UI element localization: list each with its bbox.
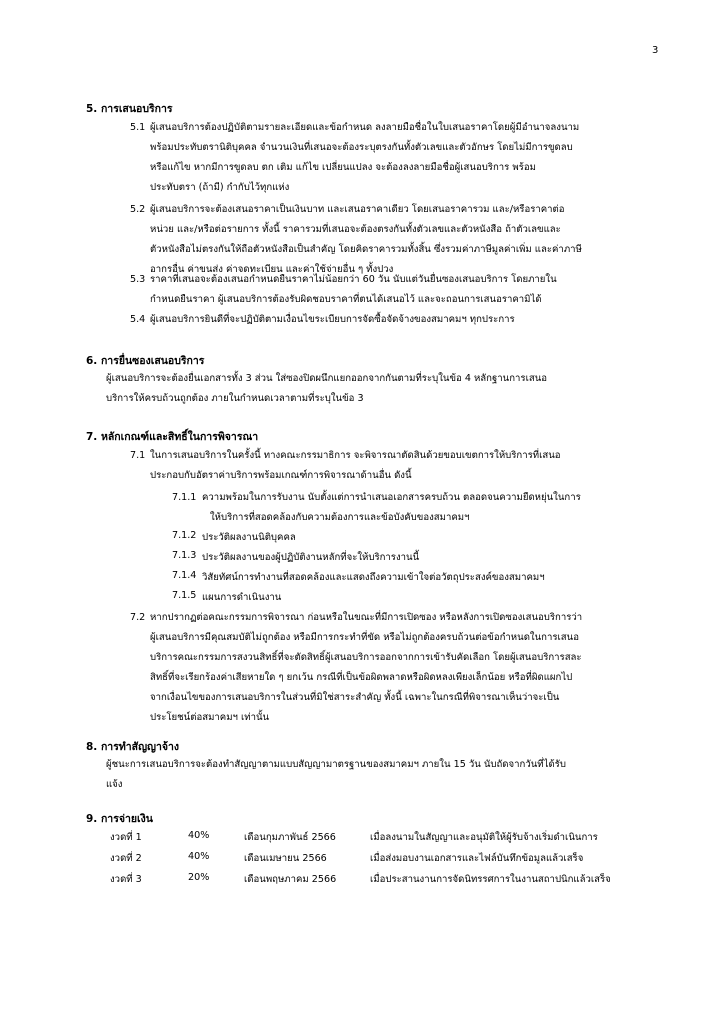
text-line: อากรอื่น ค่าขนส่ง ค่าจดทะเบียน และค่าใช้จ่ายอื่น ๆ ทั้งปวง: [150, 264, 394, 275]
payment-condition: เมื่อประสานงานการจัดนิทรรศการในงานสถาปนิกแล้วเสร็จ: [370, 874, 611, 885]
text-line: ผู้ชนะการเสนอบริการจะต้องทำสัญญาตามแบบสัญญามาตรฐานของสมาคมฯ ภายใน 15 วัน นับถัดจากวันที่ได้รับ: [106, 759, 566, 770]
item-7-1-4-text: วิสัยทัศน์การทำงานที่สอดคล้องและแสดงถึงความเข้าใจต่อวัตถุประสงค์ของสมาคมฯ: [202, 572, 545, 583]
item-7-1-1-number: 7.1.1: [172, 492, 197, 503]
text-line: หากปรากฏต่อคณะกรรมการพิจารณา ก่อนหรือในขณะที่มีการเปิดซอง หรือหลังการเปิดซองเสนอบริการว่า: [150, 612, 583, 623]
text-line: ประกอบกับอัตราค่าบริการพร้อมเกณฑ์การพิจารณาด้านอื่น ดังนี้: [150, 470, 412, 481]
payment-row: [110, 872, 670, 890]
text-line: ผู้เสนอบริการจะต้องเสนอราคาเป็นเงินบาท และเสนอราคาเดียว โดยเสนอราคารวม และ/หรือราคาต่อ: [150, 204, 565, 215]
item-7-1-2-text: ประวัติผลงานนิติบุคคล: [202, 532, 296, 543]
payment-period: งวดที่ 3: [110, 874, 142, 885]
payment-month: เดือนเมษายน 2566: [244, 853, 327, 864]
item-5-3-number: 5.3: [130, 274, 146, 285]
item-7-2-number: 7.2: [130, 612, 146, 623]
payment-condition: เมื่อลงนามในสัญญาและอนุมัติให้ผู้รับจ้างเริ่มดำเนินการ: [370, 832, 598, 843]
item-7-1-3-text: ประวัติผลงานของผู้ปฏิบัติงานหลักที่จะให้บริการงานนี้: [202, 552, 420, 563]
payment-period: งวดที่ 2: [110, 853, 142, 864]
item-5-2-text: [150, 200, 710, 280]
payment-percent: 20%: [188, 872, 210, 883]
text-line: กำหนดยืนราคา ผู้เสนอบริการต้องรับผิดชอบราคาที่ตนได้เสนอไว้ และจะถอนการเสนอราคามิได้: [150, 294, 542, 305]
section-8-text: [106, 755, 696, 795]
text-line: หรือแก้ไข หากมีการขูดลบ ตก เติม แก้ไข เปลี่ยนแปลง จะต้องลงลายมือชื่อผู้เสนอบริการ พร้อม: [150, 162, 536, 173]
item-5-3-text: [150, 270, 710, 310]
item-7-1-5-text: แผนการดำเนินงาน: [202, 592, 282, 603]
section-9-heading: 9. การจ่ายเงิน: [86, 813, 153, 825]
text-line: ให้บริการที่สอดคล้องกับความต้องการและข้อบังคับของสมาคมฯ: [210, 512, 470, 523]
item-7-1-3-number: 7.1.3: [172, 550, 197, 561]
section-5-heading: 5. การเสนอบริการ: [86, 103, 173, 115]
item-5-2-number: 5.2: [130, 204, 146, 215]
section-8-heading: 8. การทำสัญญาจ้าง: [86, 741, 180, 753]
item-7-1-1-text: [202, 488, 672, 528]
payment-month: เดือนกุมภาพันธ์ 2566: [244, 832, 336, 843]
text-line: ผู้เสนอบริการยินดีที่จะปฏิบัติตามเงื่อนไขระเบียบการจัดซื้อจัดจ้างของสมาคมฯ ทุกประการ: [150, 314, 515, 325]
item-7-1-2-number: 7.1.2: [172, 530, 197, 541]
item-5-1-number: 5.1: [130, 122, 146, 133]
text-line: แจ้ง: [106, 779, 123, 790]
payment-row: [110, 830, 670, 848]
text-line: หน่วย และ/หรือต่อรายการ ทั้งนี้ ราคารวมที่เสนอจะต้องตรงกันทั้งตัวเลขและตัวหนังสือ ถ้าตัวเลขและ: [150, 224, 561, 235]
text-line: ประโยชน์ต่อสมาคมฯ เท่านั้น: [150, 712, 270, 723]
text-line: จากเงื่อนไขของการเสนอบริการในส่วนที่มิใช่สาระสำคัญ ทั้งนี้ เฉพาะในกรณีที่พิจารณาเห็นว่าจะเป็น: [150, 692, 560, 703]
payment-percent: 40%: [188, 830, 210, 841]
text-line: บริการให้ครบถ้วนถูกต้อง ภายในกำหนดเวลาตามที่ระบุในข้อ 3: [106, 393, 364, 404]
text-line: ราคาที่เสนอจะต้องเสนอกำหนดยืนราคาไม่น้อยกว่า 60 วัน นับแต่วันยื่นซองเสนอบริการ โดยภายใน: [150, 274, 557, 285]
item-7-1-text: [150, 446, 710, 486]
item-5-4-text: [150, 310, 710, 330]
payment-condition: เมื่อส่งมอบงานเอกสารและไฟล์บันทึกข้อมูลแล้วเสร็จ: [370, 853, 584, 864]
text-line: บริการคณะกรรมการสงวนสิทธิ์ที่จะตัดสิทธิ์ผู้เสนอบริการออกจากการเข้ารับคัดเลือก โดยผู้เสนอบริการสละ: [150, 652, 582, 663]
item-5-1-text: [150, 118, 710, 198]
item-7-1-number: 7.1: [130, 450, 146, 461]
payment-month: เดือนพฤษภาคม 2566: [244, 874, 337, 885]
item-5-4-number: 5.4: [130, 314, 146, 325]
payment-row: [110, 851, 670, 869]
text-line: ความพร้อมในการรับงาน นับตั้งแต่การนำเสนอเอกสารครบถ้วน ตลอดจนความยืดหยุ่นในการ: [202, 492, 581, 503]
section-7-heading: 7. หลักเกณฑ์และสิทธิ์ในการพิจารณา: [86, 431, 259, 443]
item-7-2-text: [150, 608, 710, 728]
section-6-heading: 6. การยื่นซองเสนอบริการ: [86, 355, 205, 367]
text-line: ผู้เสนอบริการต้องปฏิบัติตามรายละเอียดและข้อกำหนด ลงลายมือชื่อในใบเสนอราคาโดยผู้มีอำนาจลงนาม: [150, 122, 580, 133]
payment-percent: 40%: [188, 851, 210, 862]
text-line: ผู้เสนอบริการจะต้องยื่นเอกสารทั้ง 3 ส่วน ใส่ซองปิดผนึกแยกออกจากกันตามที่ระบุในข้อ 4 หลักฐานการเสนอ: [106, 373, 548, 384]
text-line: ประทับตรา (ถ้ามี) กำกับไว้ทุกแห่ง: [150, 182, 290, 193]
section-6-text: [106, 369, 696, 409]
item-7-1-5-number: 7.1.5: [172, 590, 197, 601]
text-line: ผู้เสนอบริการมีคุณสมบัติไม่ถูกต้อง หรือมีการกระทำที่ขัด หรือไม่ถูกต้องครบถ้วนต่อข้อกำหนดในการเสนอ: [150, 632, 579, 643]
text-line: ตัวหนังสือไม่ตรงกันให้ถือตัวหนังสือเป็นสำคัญ โดยคิดราคารวมทั้งสิ้น ซึ่งรวมค่าภาษีมูลค่าเพิ่ม และค่าภาษี: [150, 244, 582, 255]
item-7-1-4-number: 7.1.4: [172, 570, 197, 581]
payment-period: งวดที่ 1: [110, 832, 142, 843]
page-number: 3: [652, 45, 659, 56]
text-line: พร้อมประทับตรานิติบุคคล จำนวนเงินที่เสนอจะต้องระบุตรงกันทั้งตัวเลขและตัวอักษร โดยไม่มีการขูดลบ: [150, 142, 573, 153]
text-line: สิทธิ์ที่จะเรียกร้องค่าเสียหายใด ๆ ยกเว้น กรณีที่เป็นข้อผิดพลาดหรือผิดหลงเพียงเล็กน้อย หรือที่ผิดแผกไป: [150, 672, 573, 683]
text-line: ในการเสนอบริการในครั้งนี้ ทางคณะกรรมาธิการ จะพิจารณาตัดสินด้วยขอบเขตการให้บริการที่เสนอ: [150, 450, 561, 461]
